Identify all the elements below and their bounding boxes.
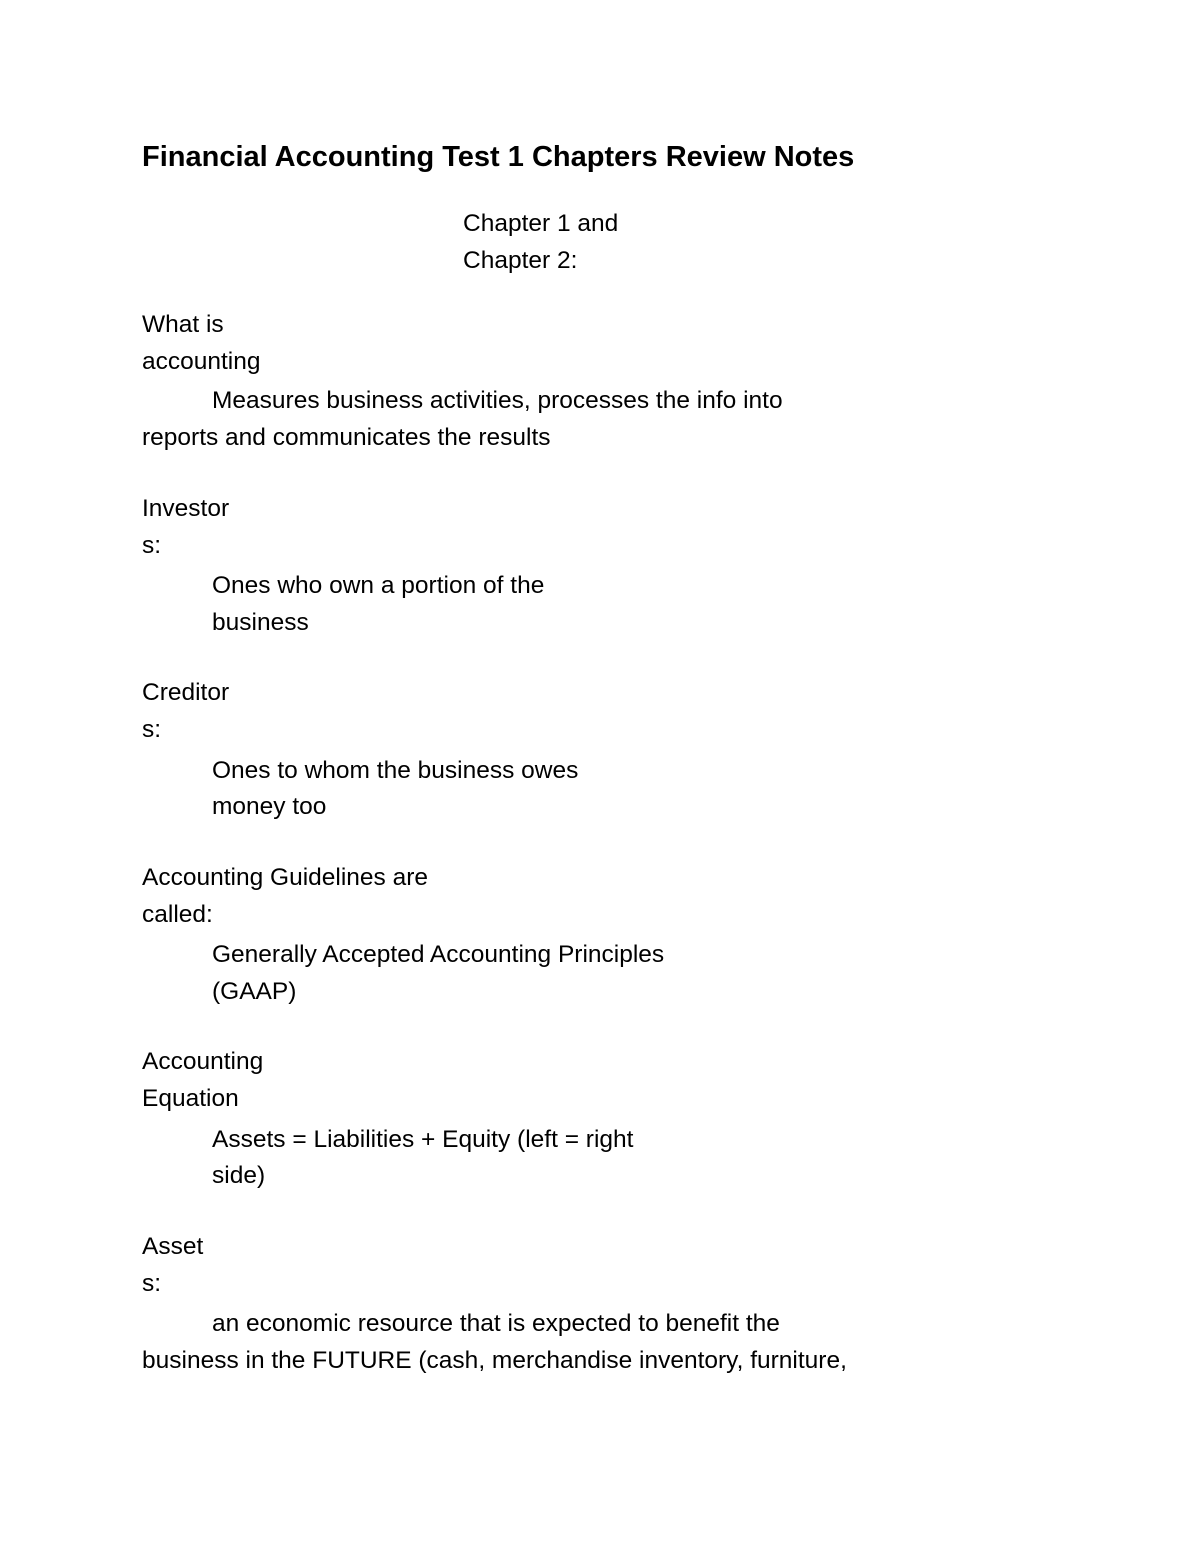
document-title: Financial Accounting Test 1 Chapters Review Notes: [142, 141, 855, 173]
term-investors-line-2: s:: [142, 532, 162, 559]
term-equation-line-1: Accounting: [142, 1048, 264, 1075]
chapter-heading-line-2: Chapter 2:: [463, 247, 578, 274]
term-creditors-line-1: Creditor: [142, 679, 230, 706]
term-equation-line-2: Equation: [142, 1085, 239, 1112]
definition-creditors-line-1: Ones to whom the business owes: [212, 757, 579, 784]
definition-guidelines-line-1: Generally Accepted Accounting Principles: [212, 941, 665, 968]
definition-investors-line-2: business: [212, 609, 309, 636]
chapter-heading-line-1: Chapter 1 and: [463, 210, 619, 237]
term-accounting-line-2: accounting: [142, 348, 261, 375]
definition-equation-line-2: side): [212, 1162, 266, 1189]
definition-guidelines-line-2: (GAAP): [212, 978, 297, 1005]
term-accounting-line-1: What is: [142, 311, 224, 338]
definition-creditors-line-2: money too: [212, 793, 327, 820]
term-assets-line-1: Asset: [142, 1233, 204, 1260]
definition-assets-line-1: an economic resource that is expected to benefit the: [212, 1310, 780, 1337]
term-guidelines-line-1: Accounting Guidelines are: [142, 864, 429, 891]
definition-investors-line-1: Ones who own a portion of the: [212, 572, 545, 599]
definition-assets-line-2: business in the FUTURE (cash, merchandise inventory, furniture,: [142, 1347, 847, 1374]
term-assets-line-2: s:: [142, 1270, 162, 1297]
definition-accounting-line-2: reports and communicates the results: [142, 424, 551, 451]
term-creditors-line-2: s:: [142, 716, 162, 743]
term-investors-line-1: Investor: [142, 495, 230, 522]
definition-accounting-line-1: Measures business activities, processes the info into: [212, 387, 783, 414]
definition-equation-line-1: Assets = Liabilities + Equity (left = right: [212, 1126, 634, 1153]
term-guidelines-line-2: called:: [142, 901, 213, 928]
